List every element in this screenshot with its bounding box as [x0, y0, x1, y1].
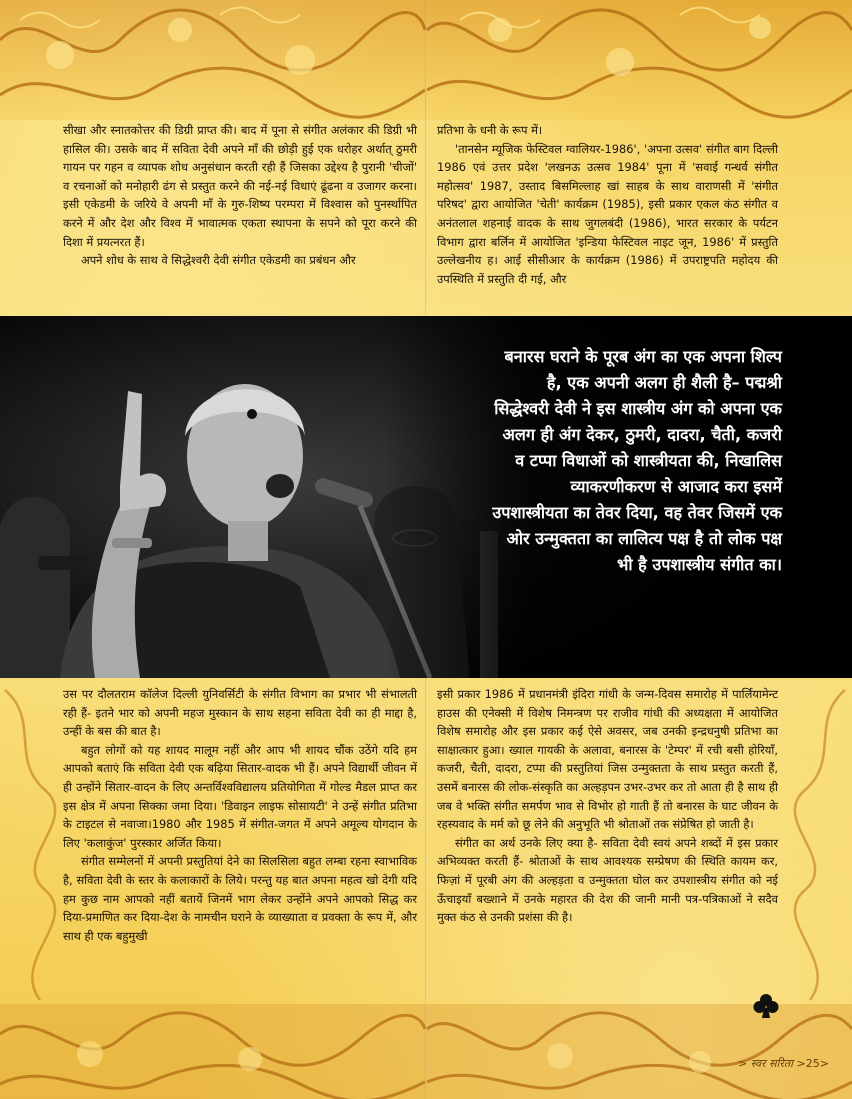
paragraph: इसी प्रकार 1986 में प्रधानमंत्री इंदिरा गांधी के जन्म-दिवस समारोह में पार्लियामेन्ट हाउस की एनेक्सी में विशेष निमन्त्रण पर राजीव गांधी की अध्यक्षता में आयोजित विशेष समारोह और इस प्रकार कई ऐसे अवसर, जब उनकी इन्द्रधनुषी प्रतिभा का साक्षात्कार हुआ। ख्याल गायकी के अलावा, बनारस के 'टेम्पर' में रची बसी होरियाँ, कजरी, चैती, दादरा, टप्पा की प्रस्तुतियां जिस उन्मुक्तता के साथ प्रस्तुत करती हैं, उसमें बनारस की लोक-संस्कृति का अल्हड़पन उभर-उभर कर तो आता ही है साथ ही जब वे भक्ति संगीत समर्पण भाव से विभोर हो गाती हैं तो बनारस के घाट जीवन के रहस्यवाद के मर्म को छू लेने की अनुभूति भी श्रोताओं तक संप्रेषित हो जाती है। — [437, 687, 778, 832]
page-number: 25 — [805, 1057, 820, 1070]
pull-quote: बनारस घराने के पूरब अंग का एक अपना शिल्प है, एक अपनी अलग ही शैली है– पद्मश्री सिद्धेश्वरी देवी ने इस शास्त्रीय अंग को अपना एक अलग ही अंग देकर, ठुमरी, दादरा, चैती, कजरी व टप्पा विधाओं को शास्त्रीयता की, निखालिस व्याकरणीकरण से आजाद करा इसमें उपशास्त्रीयता का तेवर दिया, वह तेवर जिसमें एक ओर उन्मुक्तता का लालित्य पक्ष है तो लोक पक्ष भी है उपशास्त्रीय संगीत का। — [492, 347, 782, 574]
top-left-column — [63, 121, 417, 270]
singer-photo — [0, 316, 852, 678]
magazine-name: स्वर सरिता — [750, 1057, 794, 1070]
paragraph: उस पर दौलतराम कॉलेज दिल्ली युनिवर्सिटी के संगीत विभाग का प्रभार भी संभालती रही हैं- इतने भार को अपनी महज मुस्कान के साथ सहना सविता देवी का ही माद्दा है, उन्हीं के बस की बात है। — [63, 687, 417, 739]
club-icon — [753, 993, 779, 1019]
bottom-left-column — [63, 685, 417, 945]
folio-arrows-mid: > — [793, 1057, 806, 1070]
top-right-column — [437, 121, 778, 288]
page-folio — [738, 1056, 829, 1071]
folio-arrows-right: > — [819, 1057, 829, 1070]
left-ornament-band — [0, 680, 60, 1010]
right-ornament-band — [790, 680, 852, 1010]
paragraph: संगीत का अर्थ उनके लिए क्या है- सविता देवी स्वयं अपने शब्दों में इस प्रकार अभिव्यक्त करती हैं- श्रोताओं के साथ आवश्यक सम्प्रेषण की स्थिति कायम कर, फिज़ां में पूरबी अंग की अल्हड़ता व उन्मुक्तता घोल कर उपशास्त्रीय संगीत को नई ऊँचाइयाँ बख्शाने में उनके महारत की देश की जानी मानी पत्र-पत्रिकाओं ने सदैव मुक्त कंठ से उनकी प्रशंसा की है। — [437, 835, 778, 925]
paragraph: संगीत सम्मेलनों में अपनी प्रस्तुतियां देने का सिलसिला बहुत लम्बा रहना स्वाभाविक है, सविता देवी के स्तर के कलाकारों के लिये। परन्तु यह बात अपना महत्व खो देगी यदि हम कुछ नाम आपको नहीं बतायें जिनमें भाग लेकर उन्होंने अपने आपको सिद्ध कर दिया-प्रमाणित कर दिया-देश के नामचीन घराने के व्याख्याता व प्रवक्ता के रूप में, और साथ ही एक बहुमुखी — [63, 854, 417, 943]
folio-arrows-left: > — [738, 1057, 751, 1070]
bottom-right-column — [437, 685, 778, 927]
paragraph: अपने शोध के साथ वे सिद्धेश्वरी देवी संगीत एकेडमी का प्रबंधन और — [81, 253, 356, 268]
paragraph: सीखा और स्नातकोत्तर की डिग्री प्राप्त की। बाद में पूना से संगीत अलंकार की डिग्री भी हासिल की। उसके बाद में सविता देवी अपने माँ की छोड़ी हुई एक धरोहर अर्थात् ठुमरी गायन पर गहन व व्यापक शोध अनुसंधान करती रही हैं जिसका उद्देश्य है पुरानी 'चीजों' व रचनाओं को मनोहारी ढंग से प्रस्तुत करने की नई-नई विधाएं ढूंढना व उजागर करना। इसी एकेडमी के जरिये वे अपनी माँ के गुरु-शिष्य परम्परा में विश्वास को पुनर्स्थापित करने में और देश और विश्व में भावात्मक एकता स्थापना के सपने को पूरा करने की दिशा में प्रयत्नरत हैं। — [63, 123, 417, 249]
paragraph: बहुत लोगों को यह शायद मालूम नहीं और आप भी शायद चौंक उठेंगे यदि हम आपको बताएं कि सविता देवी एक बढ़िया सितार-वादक भी हैं। अपने विद्यार्थी जीवन में ही उन्होंने सितार-वादन के लिए अन्तर्विश्वविद्यालय प्रतियोगिता में गोल्ड मैडल प्राप्त कर इस क्षेत्र में अपना सिक्का जमा दिया। 'डिवाइन लाइफ सोसायटी' ने उन्हें संगीत प्रतिभा के टाइटल से नवाजा।1980 और 1985 में संगीत-जगत में अपने अमूल्य योगदान के लिए 'कलाकुंज' पुरस्कार अर्जित किया। — [63, 742, 417, 850]
paragraph: प्रतिभा के धनी के रूप में। — [437, 123, 543, 137]
paragraph: 'तानसेन म्यूजिक फेस्टिवल ग्वालियर-1986', 'अपना उत्सव' संगीत बाग दिल्ली 1986 एवं उत्तर प्रदेश 'लखनऊ उत्सव 1984' पूना में 'सवाई गन्धर्व संगीत महोत्सव' 1987, उस्ताद बिसमिल्लाह खां साहब के साथ वाराणसी में 'संगीत परिषद' द्वारा आयोजित 'चेती' कार्यक्रम (1985), इसी प्रकार एकल कंठ संगीत व अनंतलाल शहनाई वादक के साथ जुगलबंदी (1986), भारत सरकार के पर्यटन विभाग द्वारा बर्लिन में आयोजित 'इन्डिया फेस्टिवल नाइट जून, 1986' में प्रस्तुति उल्लेखनीय ह। आई सीसीआर के कार्यक्रम (1986) में उपराष्ट्रपति महोदय की उपस्थिति में प्रस्तुति दी गई, और — [437, 141, 778, 286]
